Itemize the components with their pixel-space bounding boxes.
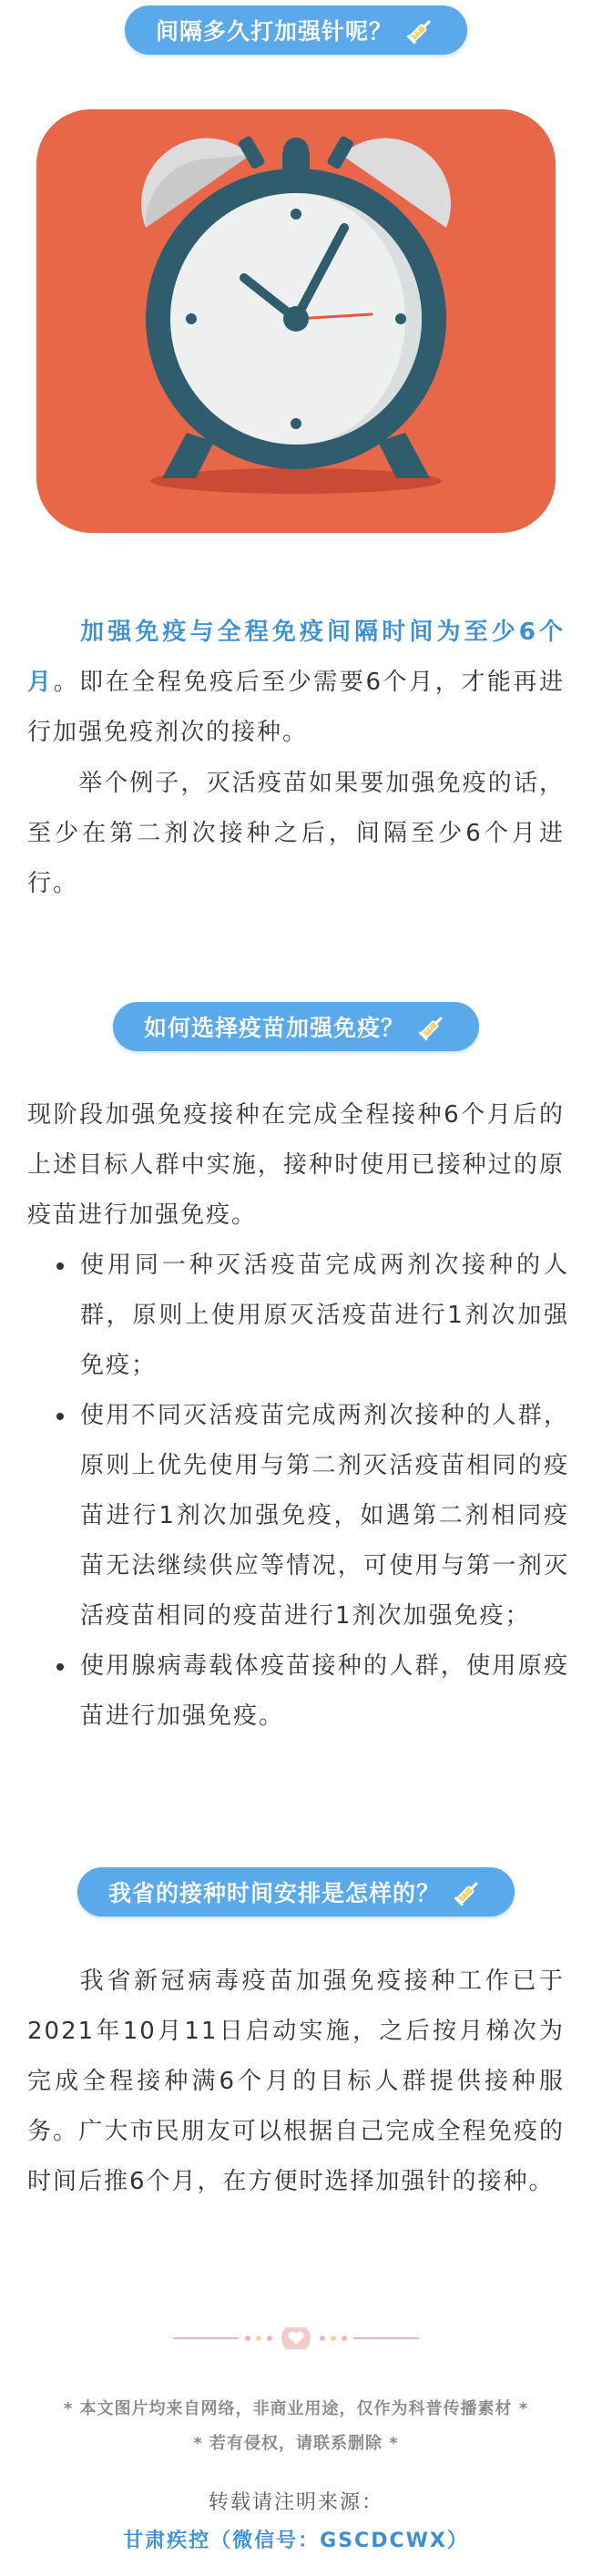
strategy-intro: [27, 1090, 565, 1241]
strategy-intro-text: 现阶段加强免疫接种在完成全程接种6个月后的上述目标人群中实施，接种时使用已接种过的原疫苗进行加强免疫。: [27, 1101, 565, 1229]
list-item: 使用不同灭活疫苗完成两剂次接种的人群，原则上优先使用与第二剂灭活疫苗相同的疫苗进行1剂次加强免疫，如遇第二剂相同疫苗无法继续供应等情况，可使用与第一剂灭活疫苗相同的疫苗进行1剂次加强免疫；: [27, 1391, 569, 1641]
syringe-icon: [417, 1011, 448, 1042]
source-account: 甘肃疾控（微信号：GSCDCWX）: [123, 2530, 469, 2552]
interval-rest: 。即在全程免疫后至少需要6个月，才能再进行加强免疫剂次的接种。: [27, 669, 565, 746]
heart-divider: [0, 2327, 592, 2349]
alarm-clock-illustration: [36, 109, 556, 533]
syringe-icon: [405, 15, 436, 46]
interval-paragraph: [27, 608, 565, 758]
list-item: 使用腺病毒载体疫苗接种的人群，使用原疫苗进行加强免疫。: [27, 1641, 569, 1742]
strategy-list: [27, 1241, 569, 1742]
example-text: 举个例子，灭活疫苗如果要加强免疫的话，至少在第二剂次接种之后，间隔至少6个月进行。: [27, 770, 565, 897]
source-label: 转载请注明来源：: [208, 2491, 383, 2514]
section-title: 如何选择疫苗加强免疫？: [143, 1015, 405, 1041]
section-title-pill: [113, 1002, 479, 1051]
list-item: 使用同一种灭活疫苗完成两剂次接种的人群，原则上使用原灭活疫苗进行1剂次加强免疫；: [27, 1241, 569, 1391]
interval-highlight: 加强免疫与全程免疫间隔时间为至少6个月: [27, 618, 565, 696]
alarm-clock-icon: [36, 109, 556, 533]
section-title: 间隔多久打加强针呢？: [155, 18, 393, 45]
infringement-note: * 若有侵权，请联系删除 *: [193, 2434, 399, 2453]
section-title-pill: [125, 5, 467, 55]
copyright-note: * 本文图片均来自网络，非商业用途，仅作为科普传播素材 *: [63, 2399, 529, 2418]
example-paragraph: [27, 759, 565, 909]
section-title: 我省的接种时间安排是怎样的？: [107, 1880, 441, 1906]
schedule-paragraph: [27, 1957, 565, 2207]
syringe-icon: [453, 1876, 484, 1907]
section-title-pill: [77, 1867, 515, 1917]
schedule-text: 我省新冠病毒疫苗加强免疫接种工作已于2021年10月11日启动实施，之后按月梯次为完成全程接种满6个月的目标人群提供接种服务。广大市民朋友可以根据自己完成全程免疫的时间后推6个月，在方便时选择加强针的接种。: [27, 1968, 565, 2195]
